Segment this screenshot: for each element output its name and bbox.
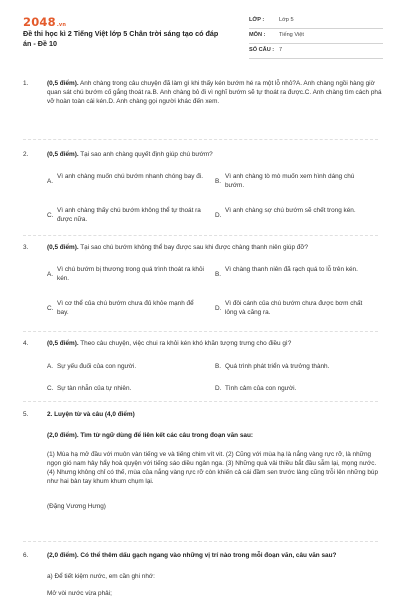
option-text: Vì chàng thanh niên đã rạch quá to lỗ trên kén. [225,266,358,273]
option-letter: C. [47,212,54,219]
reading-passage: (1) Mùa hạ mở đầu với muôn vàn tiếng ve và tiếng chim vít vit. (2) Cũng với mùa hạ là nắng vàng rực rỡ, là những ngọn gió nam hây hẩy hoà quyện với tiếng sáo diều ngân nga. (3) Những quả vải thiều bắt đầu sẫm lại, mọng nước. (4) Nhưng không chỉ có thế, mùa của nắng vàng rực rỡ còn khiến cả cái đầm sen trước làng cũng trỗi lên những búp như hai bàn tay khum khum chụm lại. [47,451,379,486]
header [23,14,383,62]
question-points: (0,5 điểm). [47,244,79,251]
option-text: Vì đôi cánh của chú bướm chưa được bơm chất lỏng và căng ra. [225,300,363,317]
question-text: Anh chàng trong câu chuyện đã làm gì khi thấy kén bướm hé ra một lỗ nhỏ?A. Anh chàng ngồi hàng giờ quan sát chú bướm cố gắng thoát ra.B. Anh chàng bỏ đi vì nghĩ bướm sẽ tự thoát ra được.C. Anh chàng tìm cách phá vỡ hoàn toàn cái kén.D. Anh chàng gọi người khác đến xem. [47,80,382,106]
question-6 [23,551,383,560]
question-4 [23,339,383,392]
passage-author: (Đặng Vương Hưng) [47,503,106,510]
question-number: 5. [23,411,29,418]
meta-value: 7 [279,47,283,53]
question-2 [23,150,383,224]
divider [23,331,378,332]
divider [23,139,378,140]
answer-options [47,172,383,234]
question-1 [23,79,383,106]
option-text: Vì anh chàng muốn chú bướm nhanh chóng bay đi. [57,173,203,180]
option-letter: D. [215,385,222,392]
exercise-line: Mở vòi nước vừa phải; [47,590,112,597]
question-number: 4. [23,340,29,347]
divider [23,541,378,542]
question-text: Tại sao anh chàng quyết định giúp chú bướm? [78,151,213,158]
option-letter: C. [47,305,54,312]
option-letter: A. [47,271,54,278]
option-letter: A. [47,363,54,370]
question-text: Tại sao chú bướm không thể bay được sau khi được chàng thanh niên giúp đỡ? [78,244,309,251]
option-letter: C. [47,385,54,392]
exam-meta [249,14,383,59]
question-5 [23,410,383,419]
meta-value: Lớp 5 [279,17,294,23]
option-letter: B. [215,271,222,278]
answer-options [47,362,383,398]
option-text: Vì anh chàng sợ chú bướm sẽ chết trong kén. [225,207,356,214]
exercise-line: a) Để tiết kiệm nước, em cần ghi nhớ: [47,573,155,580]
option-letter: D. [215,212,222,219]
question-number: 2. [23,151,29,158]
question-points: (0,5 điểm). [47,80,79,87]
site-logo[interactable]: 2048.vn [23,15,67,29]
option-letter: B. [215,178,222,185]
question-number: 1. [23,80,29,87]
question-points: (0,5 điểm). [47,340,79,347]
question-3 [23,243,383,317]
meta-row-grade [249,14,383,29]
question-number: 3. [23,244,29,251]
option-text: Vì chú bướm bị thương trong quá trình thoát ra khỏi kén. [57,266,204,283]
meta-label: LỚP : [249,17,265,23]
question-points: (0,5 điểm). [47,151,79,158]
option-letter: D. [215,305,222,312]
option-text: Tình cảm của con người. [225,385,297,392]
meta-value: Tiếng Việt [279,32,304,38]
divider [23,235,378,236]
option-text: Quá trình phát triển và trưởng thành. [225,363,330,370]
page-title: Đề thi học kì 2 Tiếng Việt lớp 5 Chân trời sáng tạo có đáp án - Đề 10 [23,29,219,48]
answer-options [47,265,383,327]
option-letter: A. [47,178,54,185]
divider [23,401,378,402]
meta-row-count [249,44,383,59]
task-instruction: (2,0 điểm). Có thể thêm dấu gạch ngang vào những vị trí nào trong mỗi đoạn văn, câu văn sau? [47,552,337,559]
task-instruction: (2,0 điểm). Tìm từ ngữ dùng để liên kết các câu trong đoạn văn sau: [47,432,253,439]
option-letter: B. [215,363,222,370]
question-text: Theo câu chuyện, việc chui ra khỏi kén khó khăn tượng trưng cho điều gì? [78,340,292,347]
meta-row-subject [249,29,383,44]
meta-label: MÔN : [249,32,266,38]
option-text: Sự yếu đuối của con người. [57,363,137,370]
meta-label: SỐ CÂU : [249,47,275,53]
section-heading: 2. Luyện từ và câu (4,0 điểm) [47,411,135,418]
option-text: Vì anh chàng tò mò muốn xem hình dáng chú bướm. [225,173,355,190]
option-text: Sự tàn nhẫn của tự nhiên. [57,385,132,392]
option-text: Vì cơ thể của chú bướm chưa đủ khỏe mạnh để bay. [57,300,194,317]
question-number: 6. [23,552,29,559]
option-text: Vì anh chàng thấy chú bướm không thể tự thoát ra được nữa. [57,207,201,224]
